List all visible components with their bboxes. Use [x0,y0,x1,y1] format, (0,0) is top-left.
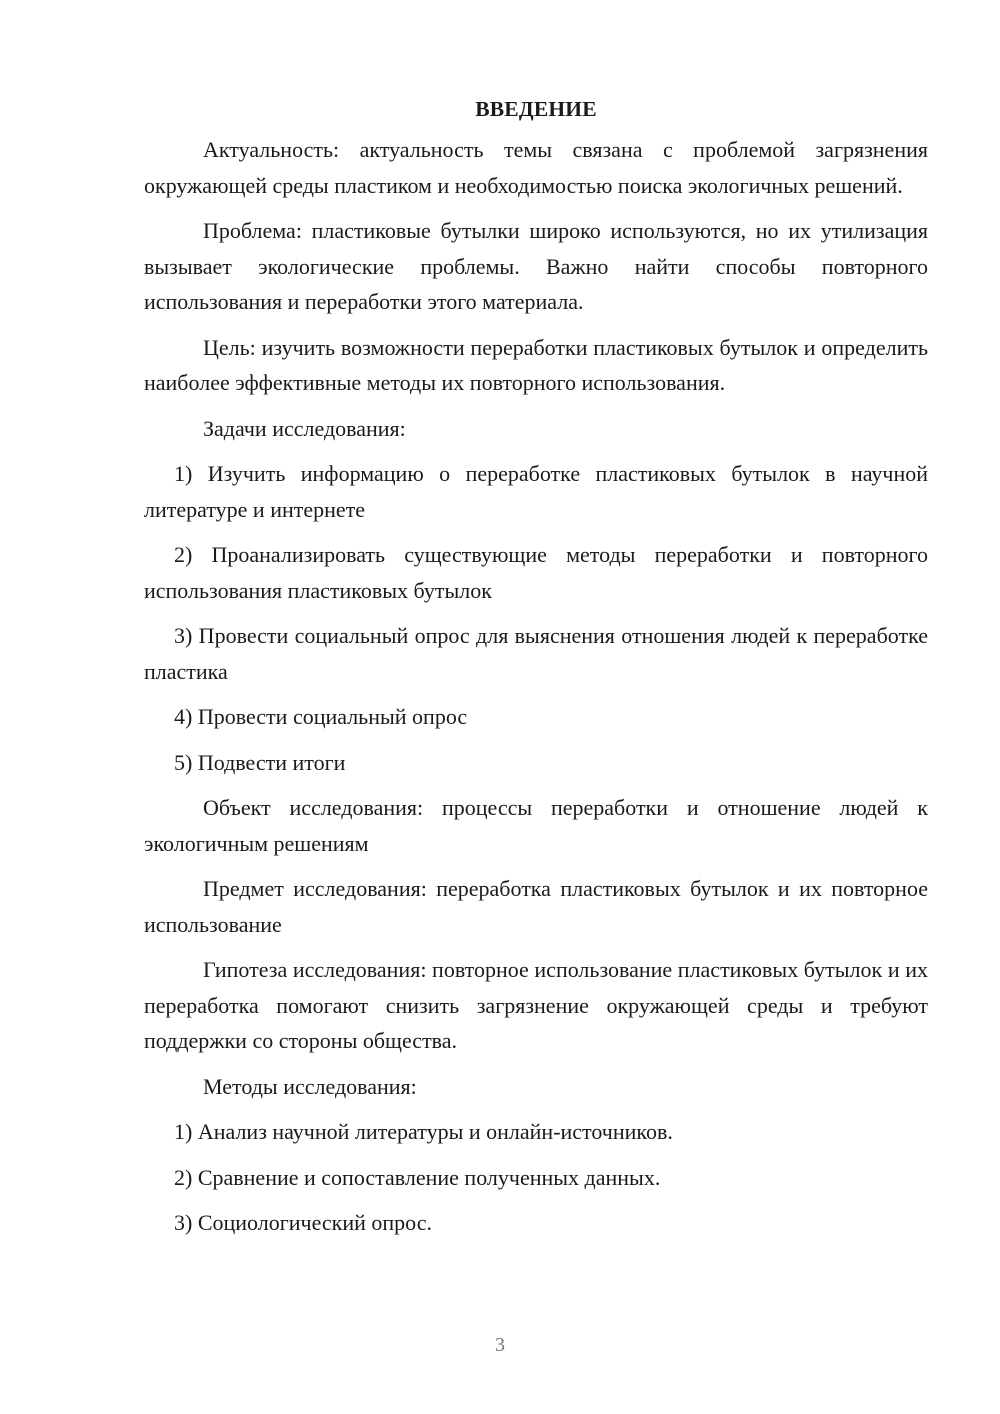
task-item: 1) Изучить информацию о переработке пластиковых бутылок в научной литературе и интернете [144,461,928,522]
task-item: 2) Проанализировать существующие методы переработки и повторного использования пластиковых бутылок [144,542,928,603]
method-item: 1) Анализ научной литературы и онлайн-источников. [174,1119,673,1144]
document-page [144,92,928,1251]
hypothesis-paragraph: Гипотеза исследования: повторное использование пластиковых бутылок и их переработка помогают снизить загрязнение окружающей среды и требуют поддержки со стороны общества. [144,957,928,1053]
task-item: 4) Провести социальный опрос [174,704,468,729]
object-paragraph: Объект исследования: процессы переработки и отношение людей к экологичным решениям [144,795,928,856]
goal-paragraph: Цель: изучить возможности переработки пластиковых бутылок и определить наиболее эффективные методы их повторного использования. [144,334,928,395]
task-item: 5) Подвести итоги [174,749,346,775]
method-item: 2) Сравнение и сопоставление полученных данных. [174,1164,661,1190]
subject-paragraph: Предмет исследования: переработка пластиковых бутылок и их повторное использование [144,876,928,937]
page-number: 3 [495,1334,505,1356]
method-item: 3) Социологический опрос. [174,1210,432,1235]
page-title: ВВЕДЕНИЕ [475,97,597,121]
tasks-heading: Задачи исследования: [203,415,406,441]
problem-paragraph: Проблема: пластиковые бутылки широко используются, но их утилизация вызывает экологические проблемы. Важно найти способы повторного использования и переработки этого материала. [144,218,928,314]
task-item: 3) Провести социальный опрос для выяснения отношения людей к переработке пластика [144,623,928,684]
relevance-paragraph: Актуальность: актуальность темы связана с проблемой загрязнения окружающей среды пластиком и необходимостью поиска экологичных решений. [144,137,928,198]
methods-heading: Методы исследования: [203,1073,417,1099]
